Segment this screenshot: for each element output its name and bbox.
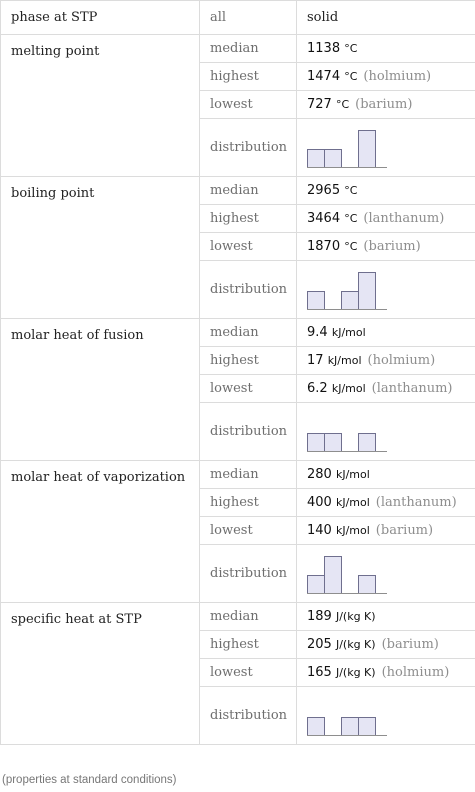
header-row xyxy=(1,1,475,35)
stat-label-lowest: lowest xyxy=(200,91,297,119)
distribution-cell xyxy=(297,119,475,177)
stat-row-median xyxy=(1,603,475,631)
stat-number: 280 xyxy=(307,467,332,482)
stat-note: (lanthanum) xyxy=(371,381,453,396)
header-scope: all xyxy=(200,1,297,35)
stat-unit: kJ/mol xyxy=(335,524,370,537)
stat-value-cell xyxy=(297,461,475,489)
stat-note: (holmium) xyxy=(367,353,436,368)
stat-value-cell xyxy=(297,63,475,91)
stat-value-cell xyxy=(297,347,475,375)
stat-number: 727 xyxy=(307,97,332,112)
stat-note: (holmium) xyxy=(381,665,450,680)
stat-value-cell xyxy=(297,35,475,63)
histogram-baseline xyxy=(307,309,387,310)
distribution-histogram xyxy=(307,696,387,736)
stat-number: 6.2 xyxy=(307,381,328,396)
property-name: specific heat at STP xyxy=(1,603,200,745)
stat-row-median xyxy=(1,319,475,347)
property-name: melting point xyxy=(1,35,200,177)
stat-label-highest: highest xyxy=(200,631,297,659)
stat-unit: J/(kg K) xyxy=(335,638,376,651)
stat-value-cell xyxy=(297,177,475,205)
stat-row-median xyxy=(1,177,475,205)
distribution-histogram xyxy=(307,128,387,168)
stat-label-highest: highest xyxy=(200,347,297,375)
stat-value-cell xyxy=(297,631,475,659)
stat-number: 140 xyxy=(307,523,332,538)
stat-value-cell xyxy=(297,319,475,347)
stat-unit: J/(kg K) xyxy=(335,666,376,679)
property-name: boiling point xyxy=(1,177,200,319)
stat-row-median xyxy=(1,461,475,489)
stat-label-distribution: distribution xyxy=(200,687,297,745)
stat-number: 3464 xyxy=(307,211,341,226)
histogram-bar xyxy=(324,149,342,168)
stat-note: (barium) xyxy=(355,97,413,112)
histogram-bar xyxy=(307,291,325,310)
distribution-cell xyxy=(297,261,475,319)
stat-note: (barium) xyxy=(375,523,434,538)
histogram-bar xyxy=(341,291,359,310)
distribution-histogram xyxy=(307,554,387,594)
stat-label-lowest: lowest xyxy=(200,375,297,403)
stat-label-distribution: distribution xyxy=(200,261,297,319)
header-value: solid xyxy=(297,1,475,35)
stat-label-median: median xyxy=(200,461,297,489)
histogram-bar xyxy=(358,433,376,452)
stat-number: 1138 xyxy=(307,41,341,56)
histogram-bar xyxy=(358,130,376,168)
stat-value-cell xyxy=(297,603,475,631)
stat-label-median: median xyxy=(200,319,297,347)
stat-label-distribution: distribution xyxy=(200,403,297,461)
histogram-bar xyxy=(358,272,376,310)
stat-note: (holmium) xyxy=(363,69,432,84)
histogram-bar xyxy=(307,149,325,168)
stat-value-cell xyxy=(297,659,475,687)
stat-label-median: median xyxy=(200,177,297,205)
stat-label-lowest: lowest xyxy=(200,517,297,545)
stat-note: (lanthanum) xyxy=(375,495,457,510)
histogram-bar xyxy=(341,717,359,736)
stat-value-cell xyxy=(297,375,475,403)
histogram-bar xyxy=(358,575,376,594)
distribution-cell xyxy=(297,545,475,603)
stat-value-cell xyxy=(297,489,475,517)
stat-number: 165 xyxy=(307,665,332,680)
histogram-bar xyxy=(307,575,325,594)
stat-number: 2965 xyxy=(307,183,341,198)
stat-label-lowest: lowest xyxy=(200,659,297,687)
stat-unit: °C xyxy=(344,212,358,225)
stat-value-cell xyxy=(297,205,475,233)
stat-unit: kJ/mol xyxy=(335,496,370,509)
stat-unit: kJ/mol xyxy=(335,468,370,481)
histogram-baseline xyxy=(307,167,387,168)
histogram-baseline xyxy=(307,593,387,594)
stat-number: 9.4 xyxy=(307,325,328,340)
distribution-histogram xyxy=(307,412,387,452)
stat-unit: kJ/mol xyxy=(331,382,366,395)
stat-unit: kJ/mol xyxy=(327,354,362,367)
stat-number: 17 xyxy=(307,353,324,368)
stat-number: 189 xyxy=(307,609,332,624)
stat-number: 1870 xyxy=(307,239,341,254)
stat-unit: °C xyxy=(344,184,358,197)
stat-label-highest: highest xyxy=(200,63,297,91)
stat-note: (lanthanum) xyxy=(363,211,445,226)
property-name: molar heat of fusion xyxy=(1,319,200,461)
stat-unit: °C xyxy=(344,42,358,55)
footnote: (properties at standard conditions) xyxy=(2,774,177,786)
stat-label-distribution: distribution xyxy=(200,119,297,177)
stat-label-lowest: lowest xyxy=(200,233,297,261)
stat-unit: °C xyxy=(344,240,358,253)
stat-unit: °C xyxy=(344,70,358,83)
stat-note: (barium) xyxy=(381,637,439,652)
distribution-histogram xyxy=(307,270,387,310)
stat-label-distribution: distribution xyxy=(200,545,297,603)
distribution-cell xyxy=(297,687,475,745)
stat-unit: J/(kg K) xyxy=(335,610,376,623)
stat-note: (barium) xyxy=(363,239,421,254)
histogram-bar xyxy=(307,433,325,452)
stat-unit: kJ/mol xyxy=(331,326,366,339)
stat-unit: °C xyxy=(335,98,350,111)
stat-label-highest: highest xyxy=(200,489,297,517)
stat-value-cell xyxy=(297,517,475,545)
stat-value-cell xyxy=(297,233,475,261)
histogram-baseline xyxy=(307,735,387,736)
stat-label-highest: highest xyxy=(200,205,297,233)
histogram-baseline xyxy=(307,451,387,452)
stat-label-median: median xyxy=(200,35,297,63)
stat-number: 1474 xyxy=(307,69,341,84)
histogram-bar xyxy=(324,556,342,594)
histogram-bar xyxy=(324,433,342,452)
stat-value-cell xyxy=(297,91,475,119)
stat-label-median: median xyxy=(200,603,297,631)
stat-row-median xyxy=(1,35,475,63)
property-name: molar heat of vaporization xyxy=(1,461,200,603)
stat-number: 205 xyxy=(307,637,332,652)
stat-number: 400 xyxy=(307,495,332,510)
distribution-cell xyxy=(297,403,475,461)
header-label: phase at STP xyxy=(1,1,200,35)
histogram-bar xyxy=(358,717,376,736)
histogram-bar xyxy=(307,717,325,736)
